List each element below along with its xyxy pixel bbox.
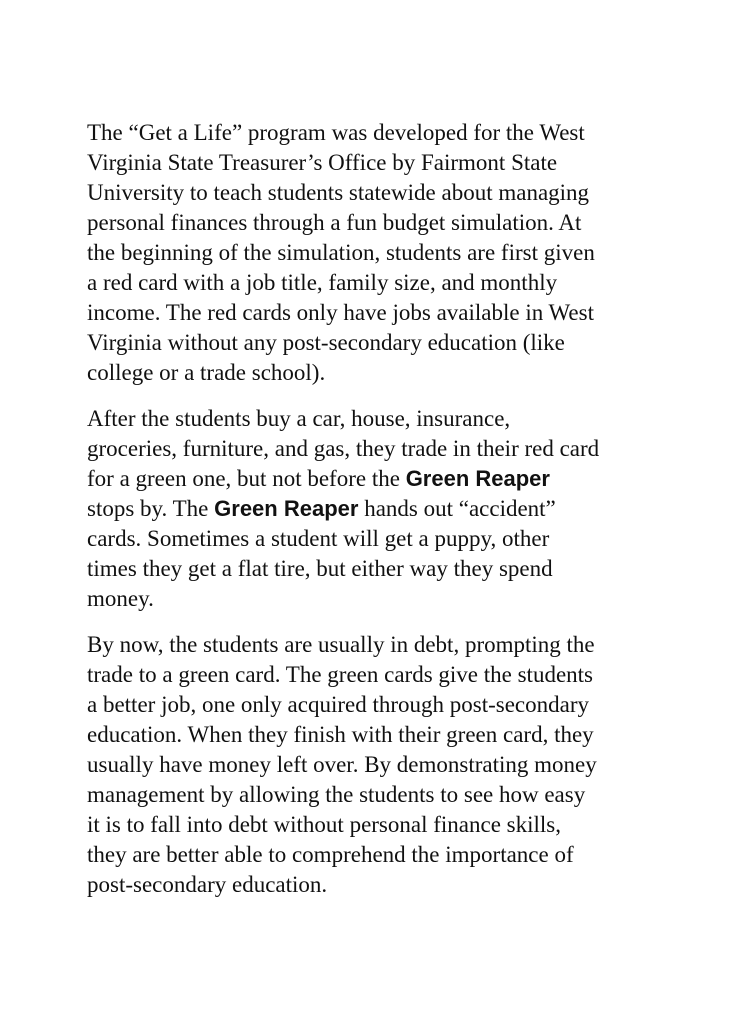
text-line — [87, 464, 667, 494]
text-line — [87, 630, 667, 660]
text-line — [87, 118, 667, 148]
text-line — [87, 810, 667, 840]
text-run: University to teach students statewide about managing — [87, 180, 590, 205]
text-line — [87, 690, 667, 720]
emphasized-term: Green Reaper — [214, 496, 359, 521]
text-run: management by allowing the students to see how easy — [87, 782, 586, 807]
text-run: usually have money left over. By demonstrating money — [87, 752, 597, 777]
text-line — [87, 298, 667, 328]
text-run: Virginia without any post-secondary education (like — [87, 330, 565, 355]
text-line — [87, 584, 667, 614]
text-line — [87, 554, 667, 584]
document-body — [87, 118, 667, 916]
text-line — [87, 870, 667, 900]
text-line — [87, 208, 667, 238]
text-line — [87, 840, 667, 870]
text-run: education. When they finish with their green card, they — [87, 722, 594, 747]
paragraph — [87, 630, 667, 900]
text-run: cards. Sometimes a student will get a puppy, other — [87, 526, 550, 551]
text-run: The “Get a Life” program was developed for the West — [87, 120, 585, 145]
text-run: a red card with a job title, family size, and monthly — [87, 270, 558, 295]
text-run: hands out “accident” — [358, 496, 556, 521]
text-run: times they get a flat tire, but either way they spend — [87, 556, 553, 581]
text-run: After the students buy a car, house, insurance, — [87, 406, 511, 431]
text-line — [87, 148, 667, 178]
text-run: it is to fall into debt without personal finance skills, — [87, 812, 561, 837]
text-run: for a green one, but not before the — [87, 466, 406, 491]
text-run: Virginia State Treasurer’s Office by Fairmont State — [87, 150, 558, 175]
text-run: personal finances through a fun budget simulation. At — [87, 210, 582, 235]
text-line — [87, 750, 667, 780]
text-line — [87, 524, 667, 554]
text-run: By now, the students are usually in debt, prompting the — [87, 632, 595, 657]
text-line — [87, 780, 667, 810]
text-line — [87, 404, 667, 434]
text-run: they are better able to comprehend the importance of — [87, 842, 574, 867]
text-line — [87, 434, 667, 464]
text-line — [87, 238, 667, 268]
text-run: money. — [87, 586, 154, 611]
text-run: stops by. The — [87, 496, 215, 521]
text-run: income. The red cards only have jobs available in West — [87, 300, 594, 325]
text-run: college or a trade school). — [87, 360, 326, 385]
text-run: a better job, one only acquired through post-secondary — [87, 692, 590, 717]
text-line — [87, 328, 667, 358]
text-line — [87, 178, 667, 208]
text-run: groceries, furniture, and gas, they trade in their red card — [87, 436, 600, 461]
paragraph — [87, 118, 667, 388]
text-line — [87, 660, 667, 690]
text-run: the beginning of the simulation, students are first given — [87, 240, 595, 265]
paragraph — [87, 404, 667, 614]
text-line — [87, 268, 667, 298]
text-run: trade to a green card. The green cards give the students — [87, 662, 593, 687]
text-line — [87, 358, 667, 388]
text-run: post-secondary education. — [87, 872, 328, 897]
text-line — [87, 720, 667, 750]
text-line — [87, 494, 667, 524]
emphasized-term: Green Reaper — [405, 466, 550, 491]
